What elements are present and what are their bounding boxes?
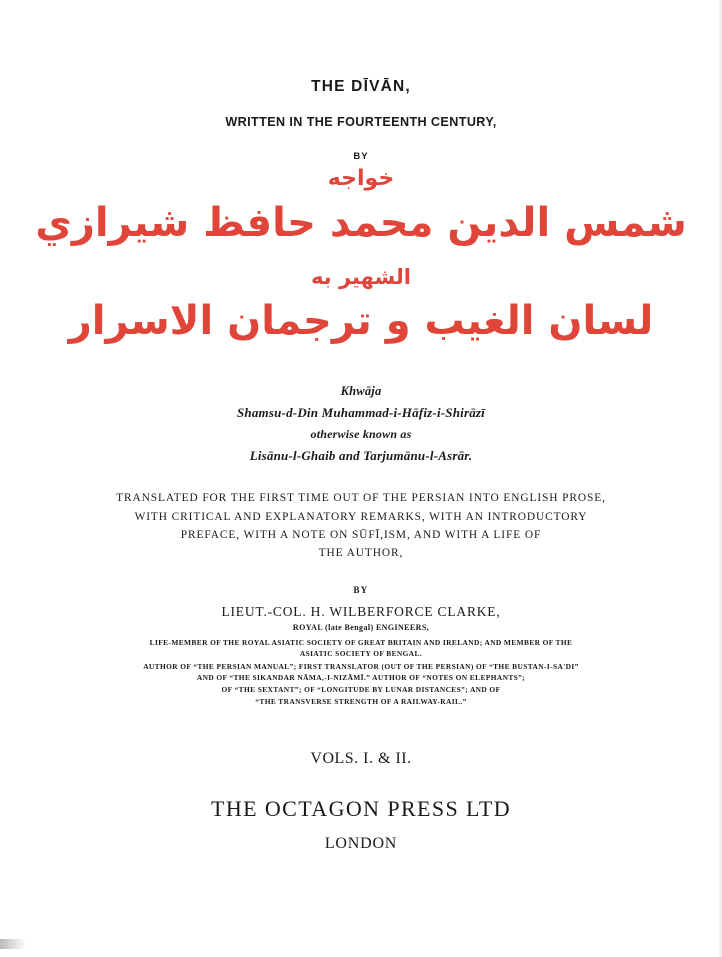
arabic-name: شمس الدين محمد حافظ شيرازي bbox=[35, 200, 687, 246]
by-label-top: BY bbox=[353, 151, 369, 162]
translit-epithet: Lisānu-l-Ghaib and Tarjumānu-l-Asrār. bbox=[249, 448, 473, 463]
page-edge-shadow bbox=[718, 0, 722, 957]
author-rank: ROYAL (late Bengal) ENGINEERS, bbox=[292, 623, 430, 632]
by-label-bottom: BY bbox=[353, 585, 369, 595]
description-line-4: THE AUTHOR, bbox=[318, 547, 404, 559]
translit-known-as: otherwise known as bbox=[310, 427, 412, 441]
author-credit-5: OF “THE SEXTANT”; OF “LONGITUDE BY LUNAR DISTANCES”; AND OF bbox=[221, 685, 501, 694]
author-name: LIEUT.-COL. H. WILBERFORCE CLARKE, bbox=[221, 604, 501, 619]
author-credit-2: ASIATIC SOCIETY OF BENGAL. bbox=[299, 649, 423, 658]
description-line-3: PREFACE, WITH A NOTE ON SŪFĪ,ISM, AND WITH A LIFE OF bbox=[180, 529, 542, 541]
author-credit-6: “THE TRANSVERSE STRENGTH OF A RAILWAY-RAIL.” bbox=[255, 697, 467, 706]
author-credit-4: AND OF “THE SIKANDAR NĀMA,-I-NIZĀMĪ.” AUTHOR OF “NOTES ON ELEPHANTS”; bbox=[196, 673, 526, 682]
translit-name: Shamsu-d-Din Muhammad-i-Hāfiz-i-Shirāzī bbox=[237, 405, 485, 420]
book-title: THE DĪVĀN, bbox=[311, 78, 411, 95]
author-credit-3: AUTHOR OF “THE PERSIAN MANUAL”; FIRST TRANSLATOR (OUT OF THE PERSIAN) OF “THE BUSTAN-I-SA'DI” bbox=[143, 662, 579, 671]
arabic-khwaja: خواجه bbox=[327, 166, 395, 191]
arabic-epithet: لسان الغيب و ترجمان الاسرار bbox=[68, 298, 654, 344]
author-credit-1: LIFE-MEMBER OF THE ROYAL ASIATIC SOCIETY OF GREAT BRITAIN AND IRELAND; AND MEMBER OF THE bbox=[149, 638, 573, 647]
translit-khwaja: Khwāja bbox=[340, 384, 382, 398]
book-subtitle: WRITTEN IN THE FOURTEENTH CENTURY, bbox=[225, 115, 497, 129]
publisher-name: THE OCTAGON PRESS LTD bbox=[210, 796, 512, 821]
publisher-city: LONDON bbox=[324, 835, 398, 852]
scan-edge-mark bbox=[0, 939, 26, 949]
description-line-1: TRANSLATED FOR THE FIRST TIME OUT OF THE PERSIAN INTO ENGLISH PROSE, bbox=[116, 492, 606, 504]
description-line-2: WITH CRITICAL AND EXPLANATORY REMARKS, WITH AN INTRODUCTORY bbox=[134, 511, 588, 523]
volumes-label: VOLS. I. & II. bbox=[310, 750, 412, 767]
arabic-known-as: الشهير به bbox=[311, 265, 411, 289]
